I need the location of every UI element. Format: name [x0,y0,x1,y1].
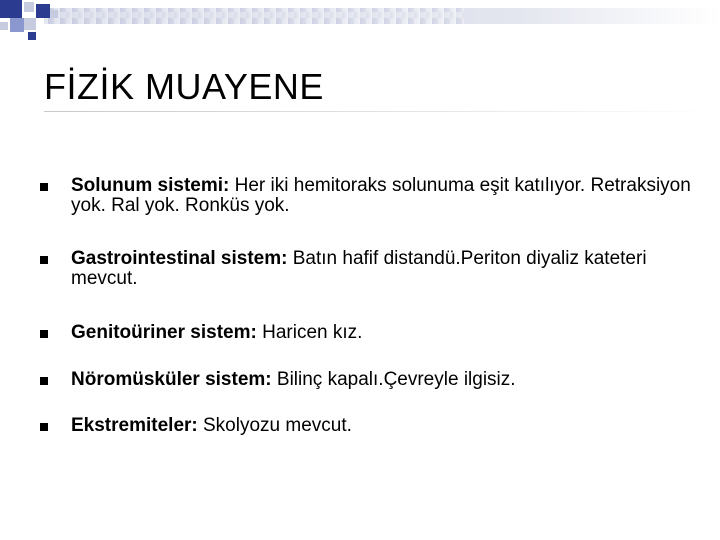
bullet-text: Bilinç kapalı.Çevreyle ilgisiz. [271,369,516,390]
bullet-text: Haricen kız. [256,322,363,343]
bullet-item-extremities [38,416,698,436]
bullet-text: Her iki hemitoraks solunuma eşit katılıyor. Retraksiyon yok. Ral yok. Ronküs yok. [71,175,691,216]
title-underline [44,111,716,112]
square-bullet-icon [40,423,48,431]
bullet-term: Gastrointestinal sistem: [71,248,288,269]
square-bullet-icon [40,183,48,191]
bullet-text: Skolyozu mevcut. [197,415,352,436]
bullet-item-genitourinary [38,323,698,343]
slide-header-decoration [0,0,720,40]
bullet-term: Nöromüsküler sistem: [71,369,272,390]
bullet-term: Ekstremiteler: [71,415,198,436]
bullet-item-neuromuscular [38,370,698,390]
square-bullet-icon [40,330,48,338]
bullet-item-gastrointestinal [38,249,698,296]
square-bullet-icon [40,377,48,385]
slide-title: FİZİK MUAYENE [44,66,324,107]
bullet-term: Genitoüriner sistem: [71,322,257,343]
bullet-list [38,176,698,436]
bullet-text: Batın hafif distandü.Periton diyaliz kateteri mevcut. [71,248,647,289]
bullet-term: Solunum sistemi: [71,175,230,196]
square-bullet-icon [40,256,48,264]
bullet-item-respiratory [38,176,698,223]
